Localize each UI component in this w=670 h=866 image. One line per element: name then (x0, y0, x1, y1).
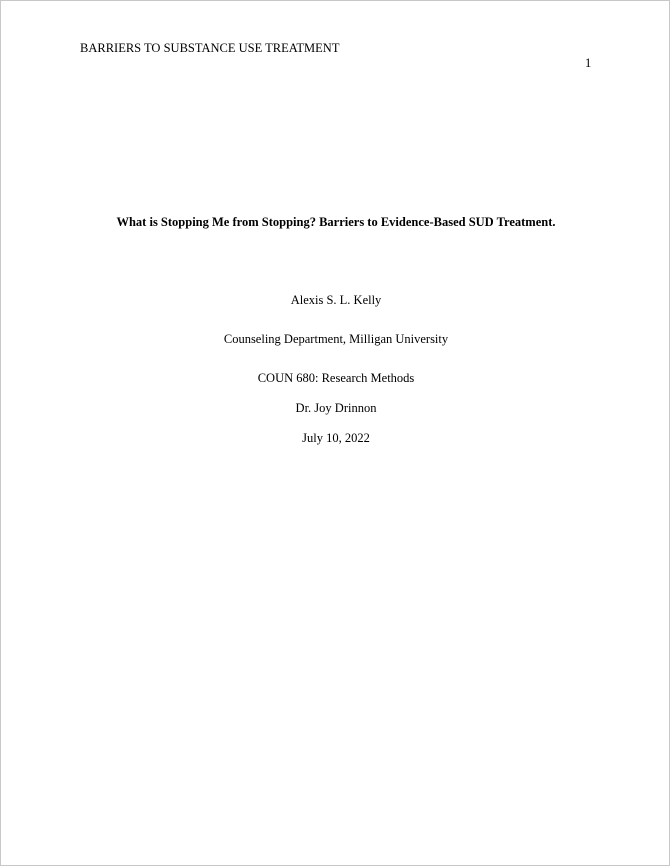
author-name: Alexis S. L. Kelly (290, 293, 382, 307)
course-name: COUN 680: Research Methods (257, 371, 415, 385)
submission-date: July 10, 2022 (302, 431, 370, 445)
affiliation: Counseling Department, Milligan University (223, 332, 449, 346)
paper-title: What is Stopping Me from Stopping? Barriers to Evidence-Based SUD Treatment. (116, 215, 556, 229)
page-number: 1 (585, 56, 592, 70)
running-head: BARRIERS TO SUBSTANCE USE TREATMENT (80, 41, 340, 55)
instructor-name: Dr. Joy Drinnon (295, 401, 377, 415)
